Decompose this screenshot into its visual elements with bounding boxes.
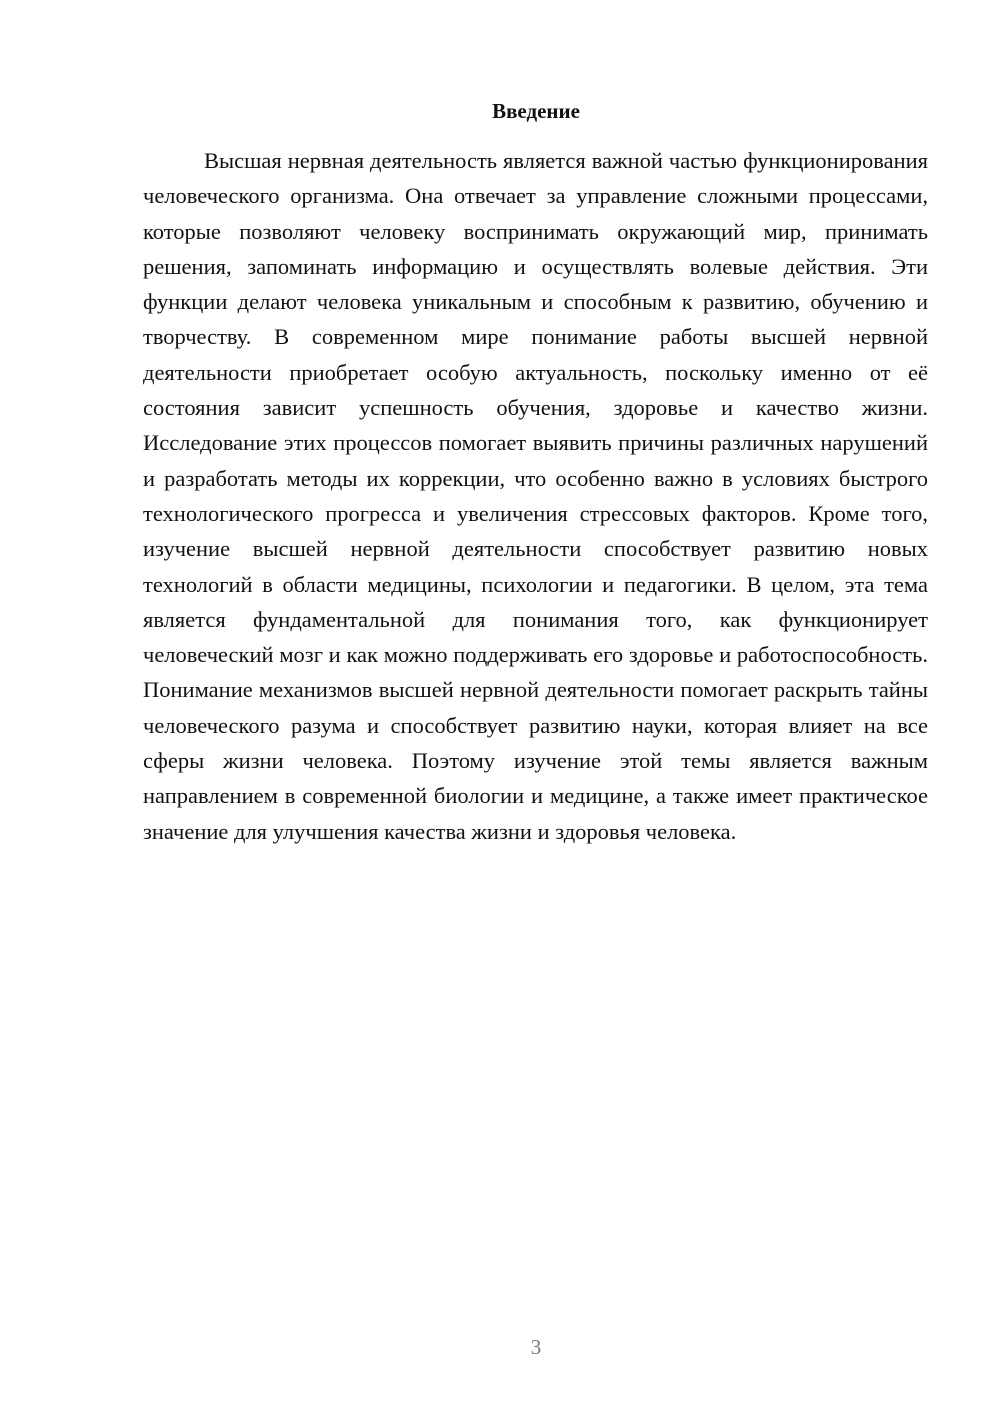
page-number: 3	[530, 1335, 542, 1359]
body-paragraph: Высшая нервная деятельность является важной частью функционирования человеческого организма. Она отвечает за управление сложными процессами, которые позволяют человеку воспринимать окружающий мир, принимать решения, запоминать информацию и осуществлять волевые действия. Эти функции делают человека уникальным и способным к развитию, обучению и творчеству. В современном мире понимание работы высшей нервной деятельности приобретает особую актуальность, поскольку именно от её состояния зависит успешность обучения, здоровье и качество жизни. Исследование этих процессов помогает выявить причины различных нарушений и разработать методы их коррекции, что особенно важно в условиях быстрого технологического прогресса и увеличения стрессовых факторов. Кроме того, изучение высшей нервной деятельности способствует развитию новых технологий в области медицины, психологии и педагогики. В целом, эта тема является фундаментальной для понимания того, как функционирует человеческий мозг и как можно поддерживать его здоровье и работоспособность. Понимание механизмов высшей нервной деятельности помогает раскрыть тайны человеческого разума и способствует развитию науки, которая влияет на все сферы жизни человека. Поэтому изучение этой темы является важным направлением в современной биологии и медицине, а также имеет практическое значение для улучшения качества жизни и здоровья человека.	[143, 148, 928, 844]
section-heading: Введение	[492, 99, 580, 123]
